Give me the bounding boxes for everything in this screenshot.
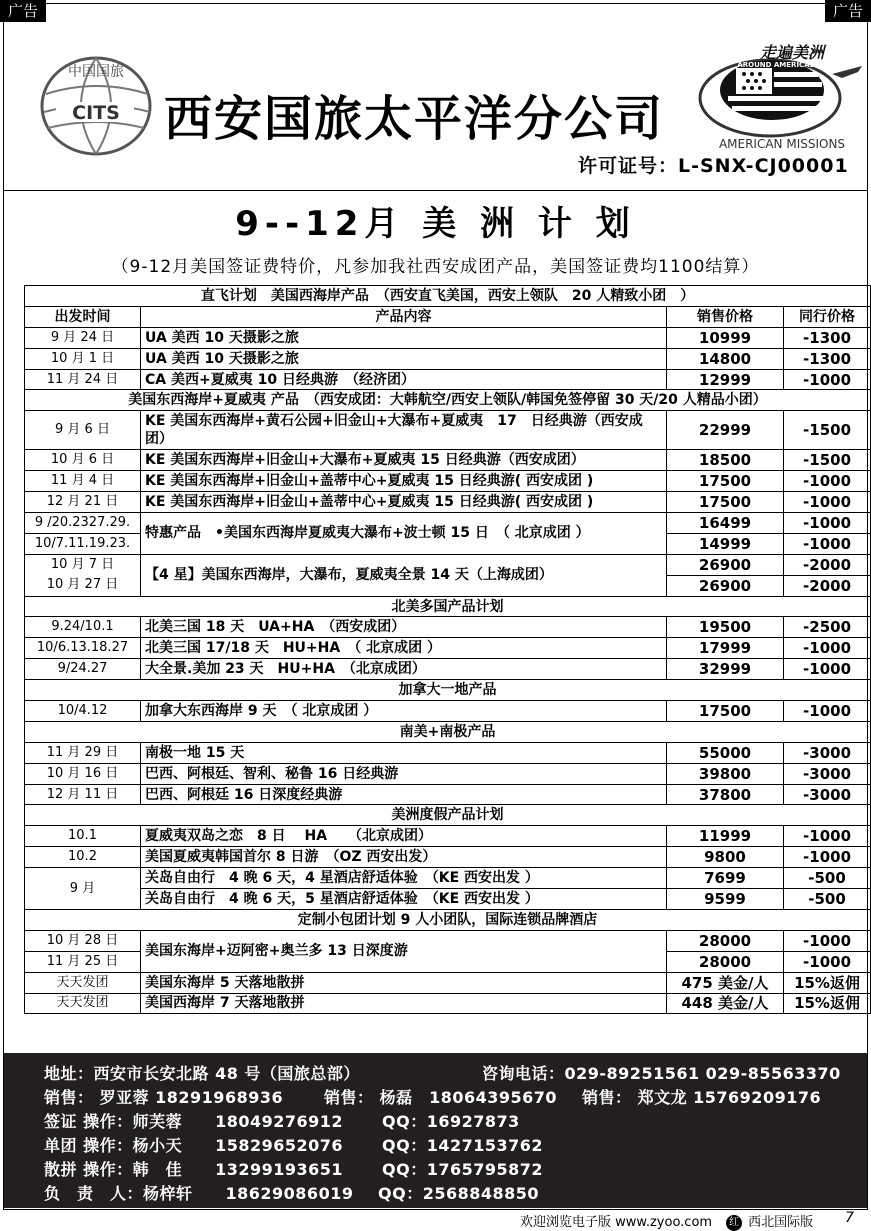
footer-badge: 红	[726, 1215, 742, 1231]
contact-panel	[4, 1053, 867, 1208]
row-sale-price: 55000	[667, 742, 784, 763]
row-date: 12 月 21 日	[25, 492, 141, 513]
table-row	[25, 554, 871, 575]
row-peer-price: -1500	[784, 411, 871, 450]
row-peer-price: -500	[784, 889, 871, 910]
row-date: 11 月 25 日	[25, 951, 141, 972]
row-product: 关岛自由行 4 晚 6 天，5 星酒店舒适体验 （KE 西安出发 ）	[141, 889, 667, 910]
row-product: 夏威夷双岛之恋 8 日 HA （北京成团）	[141, 826, 667, 847]
row-sale-price: 11999	[667, 826, 784, 847]
row-date: 9 月 24 日	[25, 327, 141, 348]
row-peer-price: -1000	[784, 638, 871, 659]
row-peer-price: -1000	[784, 369, 871, 390]
section-header: 定制小包团计划 9 人小团队，国际连锁品牌酒店	[25, 909, 871, 930]
row-product: 特惠产品 •美国东西海岸夏威夷大瀑布+波士顿 15 日 （ 北京成团 ）	[141, 513, 667, 555]
row-sale-price: 28000	[667, 951, 784, 972]
table-row	[25, 617, 871, 638]
section-header: 加拿大一地产品	[25, 680, 871, 701]
table-row	[25, 889, 871, 910]
group-operator: 单团 操作：杨小天 15829652076	[44, 1136, 344, 1155]
row-date: 11 月 29 日	[25, 742, 141, 763]
row-sale-price: 26900	[667, 575, 784, 596]
row-date-1: 10 月 7 日	[50, 557, 115, 573]
row-date: 9 月	[25, 868, 141, 910]
row-sale-price: 22999	[667, 411, 784, 450]
page-number: 7	[845, 1210, 854, 1226]
visa-operator-qq: QQ：16927873	[382, 1112, 520, 1131]
table-row	[25, 868, 871, 889]
row-sale-price: 17500	[667, 701, 784, 722]
row-date: 10.1	[25, 826, 141, 847]
product-table	[24, 285, 871, 1014]
footer-note	[520, 1211, 813, 1231]
row-peer-price: -2000	[784, 554, 871, 575]
row-peer-price: -1000	[784, 701, 871, 722]
visa-operator: 签证 操作：师芙蓉 18049276912	[44, 1112, 344, 1131]
row-peer-price: -1300	[784, 327, 871, 348]
column-header-product: 产品内容	[141, 306, 667, 327]
page-title: 9--12月 美 洲 计 划	[235, 204, 636, 244]
table-row	[25, 450, 871, 471]
row-sale-price: 16499	[667, 513, 784, 534]
row-date: 10 月 28 日	[25, 930, 141, 951]
row-product: KE 美国东西海岸+旧金山+大瀑布+夏威夷 15 日经典游（西安成团）	[141, 450, 667, 471]
ad-tag-right: 广告	[825, 0, 871, 22]
row-product: 北美三国 18 天 UA+HA （西安成团）	[141, 617, 667, 638]
row-peer-price: -1000	[784, 930, 871, 951]
cits-logo-top-text: 中国国旅	[68, 64, 124, 80]
fit-operator-qq: QQ：1765795872	[382, 1160, 544, 1179]
row-date: 天天发团	[25, 972, 141, 993]
table-row	[25, 993, 871, 1014]
row-sale-price: 17999	[667, 638, 784, 659]
row-peer-price: -3000	[784, 763, 871, 784]
row-peer-price: -2000	[784, 575, 871, 596]
cits-logo	[36, 50, 166, 160]
row-product: CA 美西+夏威夷 10 日经典游 （经济团）	[141, 369, 667, 390]
row-sale-price: 17500	[667, 471, 784, 492]
sales-contact-2: 销售： 杨磊 18064395670	[324, 1088, 558, 1107]
row-sale-price: 10999	[667, 327, 784, 348]
row-peer-price: -1000	[784, 826, 871, 847]
table-row	[25, 701, 871, 722]
row-date: 9 /20.2327.29.	[25, 513, 141, 534]
row-product: UA 美西 10 天摄影之旅	[141, 327, 667, 348]
table-row	[25, 659, 871, 680]
column-header-sale-price: 销售价格	[667, 306, 784, 327]
row-product: 大全景.美加 23 天 HU+HA （北京成团）	[141, 659, 667, 680]
section-header: 北美多国产品计划	[25, 596, 871, 617]
section-header: 直飞计划 美国西海岸产品 （西安直飞美国，西安上领队 20 人精致小团 ）	[25, 286, 871, 307]
row-sale-price: 18500	[667, 450, 784, 471]
row-peer-price: -1500	[784, 450, 871, 471]
row-product: 美国夏威夷韩国首尔 8 日游 （OZ 西安出发）	[141, 847, 667, 868]
table-row	[25, 972, 871, 993]
group-operator-qq: QQ：1427153762	[382, 1136, 544, 1155]
row-product: 加拿大东西海岸 9 天 （ 北京成团 ）	[141, 701, 667, 722]
row-sale-price: 9599	[667, 889, 784, 910]
row-sale-price: 448 美金/人	[667, 993, 784, 1014]
sales-contact-3: 销售： 郑文龙 15769209176	[582, 1088, 822, 1107]
address: 地址：西安市长安北路 48 号（国旅总部）	[44, 1064, 360, 1083]
row-date: 9/24.27	[25, 659, 141, 680]
row-date: 10.2	[25, 847, 141, 868]
row-product: KE 美国东西海岸+旧金山+盖蒂中心+夏威夷 15 日经典游( 西安成团 )	[141, 471, 667, 492]
row-date: 10 月 6 日	[25, 450, 141, 471]
row-peer-price: -1000	[784, 533, 871, 554]
column-header-date: 出发时间	[25, 306, 141, 327]
table-row	[25, 930, 871, 951]
row-product: 【4 星】美国东西海岸，大瀑布，夏威夷全景 14 天（上海成团）	[141, 554, 667, 596]
row-sale-price: 28000	[667, 930, 784, 951]
footer-edition: 西北国际版	[748, 1215, 814, 1230]
cits-logo-text: CITS	[72, 102, 120, 124]
ad-tag-left: 广告	[0, 0, 46, 22]
row-date: 11 月 24 日	[25, 369, 141, 390]
table-row	[25, 348, 871, 369]
row-date: 10 月 1 日	[25, 348, 141, 369]
row-sale-price: 32999	[667, 659, 784, 680]
row-date: 10/7.11.19.23.	[25, 533, 141, 554]
header	[4, 4, 867, 191]
column-header-peer-price: 同行价格	[784, 306, 871, 327]
row-peer-price: -1300	[784, 348, 871, 369]
row-peer-price: -1000	[784, 471, 871, 492]
row-peer-price: 15%返佣	[784, 993, 871, 1014]
section-header: 美国东西海岸+夏威夷 产品 （西安成团：大韩航空/西安上领队/韩国免签停留 30 天/20 人精品小团）	[25, 390, 871, 411]
row-sale-price: 26900	[667, 554, 784, 575]
row-product: KE 美国东西海岸+黄石公园+旧金山+大瀑布+夏威夷 17 日经典游（西安成团）	[141, 411, 667, 450]
row-peer-price: -1000	[784, 951, 871, 972]
table-row	[25, 411, 871, 450]
americas-logo-sub: AROUND AMERICAS	[737, 61, 815, 69]
americas-logo-title: 走遍美洲	[759, 43, 825, 62]
row-product: KE 美国东西海岸+旧金山+盖蒂中心+夏威夷 15 日经典游( 西安成团 )	[141, 492, 667, 513]
row-sale-price: 7699	[667, 868, 784, 889]
table-row	[25, 784, 871, 805]
row-product: 巴西、阿根廷、智利、秘鲁 16 日经典游	[141, 763, 667, 784]
row-sale-price: 9800	[667, 847, 784, 868]
row-peer-price: -2500	[784, 617, 871, 638]
row-sale-price: 14999	[667, 533, 784, 554]
row-date: 9.24/10.1	[25, 617, 141, 638]
row-sale-price: 12999	[667, 369, 784, 390]
sales-contact-1: 销售： 罗亚蓉 18291968936	[44, 1088, 284, 1107]
table-row	[25, 826, 871, 847]
row-product: UA 美西 10 天摄影之旅	[141, 348, 667, 369]
license-number: 许可证号：L-SNX-CJ00001	[578, 155, 849, 177]
row-sale-price: 17500	[667, 492, 784, 513]
table-row	[25, 327, 871, 348]
row-sale-price: 475 美金/人	[667, 972, 784, 993]
row-date: 12 月 11 日	[25, 784, 141, 805]
row-date: 9 月 6 日	[25, 411, 141, 450]
row-peer-price: -1000	[784, 847, 871, 868]
row-peer-price: -1000	[784, 659, 871, 680]
row-product: 南极一地 15 天	[141, 742, 667, 763]
row-product: 美国东海岸+迈阿密+奥兰多 13 日深度游	[141, 930, 667, 972]
row-date-2: 10 月 27 日	[46, 577, 119, 593]
row-sale-price: 14800	[667, 348, 784, 369]
row-product: 美国东海岸 5 天落地散拼	[141, 972, 667, 993]
footer-browse-text: 欢迎浏览电子版 www.zyoo.com	[520, 1215, 713, 1230]
americas-logo	[692, 34, 867, 156]
row-peer-price: -1000	[784, 513, 871, 534]
row-peer-price: -3000	[784, 784, 871, 805]
hotline: 咨询电话：029-89251561 029-85563370	[482, 1064, 841, 1083]
row-date: 10/6.13.18.27	[25, 638, 141, 659]
table-row	[25, 742, 871, 763]
row-sale-price: 39800	[667, 763, 784, 784]
row-product: 关岛自由行 4 晚 6 天，4 星酒店舒适体验 （KE 西安出发 ）	[141, 868, 667, 889]
row-peer-price: 15%返佣	[784, 972, 871, 993]
row-product: 巴西、阿根廷 16 日深度经典游	[141, 784, 667, 805]
table-row	[25, 847, 871, 868]
table-row	[25, 492, 871, 513]
row-product: 美国西海岸 7 天落地散拼	[141, 993, 667, 1014]
table-row	[25, 513, 871, 534]
american-missions-text: AMERICAN MISSIONS	[718, 137, 846, 151]
row-sale-price: 19500	[667, 617, 784, 638]
manager-qq: QQ：2568848850	[378, 1184, 540, 1203]
row-peer-price: -3000	[784, 742, 871, 763]
section-header: 美洲度假产品计划	[25, 805, 871, 826]
fit-operator: 散拼 操作：韩 佳 13299193651	[44, 1160, 344, 1179]
section-header: 南美+南极产品	[25, 721, 871, 742]
row-date: 11 月 4 日	[25, 471, 141, 492]
company-name: 西安国旅太平洋分公司	[164, 91, 665, 147]
table-row	[25, 471, 871, 492]
row-product: 北美三国 17/18 天 HU+HA （ 北京成团 ）	[141, 638, 667, 659]
row-peer-price: -500	[784, 868, 871, 889]
table-row	[25, 369, 871, 390]
row-date: 天天发团	[25, 993, 141, 1014]
row-date	[25, 554, 141, 596]
row-peer-price: -1000	[784, 492, 871, 513]
visa-note: （9-12月美国签证费特价，凡参加我社西安成团产品，美国签证费均1100结算）	[111, 257, 760, 277]
table-row	[25, 763, 871, 784]
row-date: 10 月 16 日	[25, 763, 141, 784]
table-row	[25, 638, 871, 659]
row-sale-price: 37800	[667, 784, 784, 805]
row-date: 10/4.12	[25, 701, 141, 722]
manager: 负 责 人：杨梓轩 18629086019	[44, 1184, 354, 1203]
